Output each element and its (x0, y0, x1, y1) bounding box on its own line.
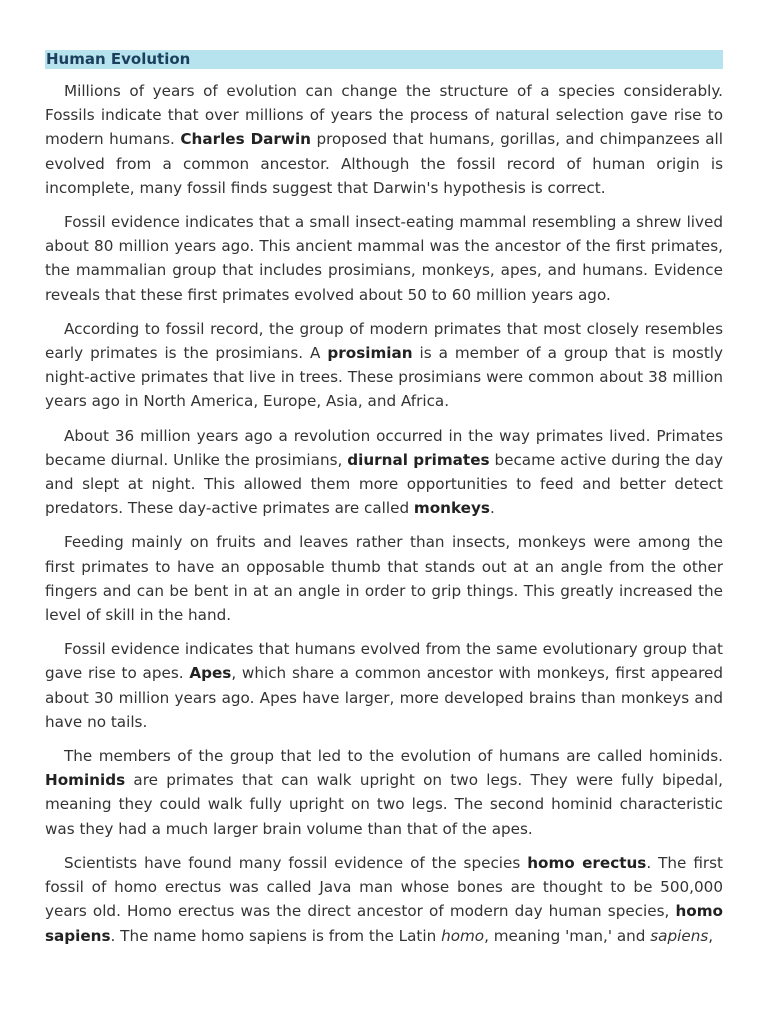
text-run: are primates that can walk upright on two legs. They were fully bipedal, meaning they could walk fully upright on two legs. The second hominid characteristic was they had a much larger brain volume than that of the apes. (45, 771, 723, 838)
text-run: . (489, 499, 495, 518)
text-run: Fossil evidence indicates that a small insect-eating mammal resembling a shrew lived about 80 million years ago. This ancient mammal was the ancestor of the first primates, the mammalian group that includes prosimians, monkeys, apes, and humans. Evidence reveals that these first primates evolved about 50 to 60 million years ago. (45, 213, 723, 304)
text-run: The members of the group that led to the evolution of humans are called hominids. (64, 747, 723, 766)
section-heading: Human Evolution (45, 50, 723, 69)
text-run: is a member of a group that is mostly night-active primates that live in trees. These prosimians were common about 38 million years ago in North America, Europe, Asia, and Africa. (45, 344, 723, 411)
text-run: , which share a common ancestor with monkeys, first appeared about 30 million years ago. Apes have larger, more developed brains than monkeys and have no tails. (45, 664, 723, 731)
text-run: proposed that humans, gorillas, and chimpanzees all evolved from a common ancestor. Although the fossil record of human origin is incomplete, many fossil finds suggest that Darwin's hypothesis is correct. (45, 130, 723, 197)
text-run: , meaning 'man,' and (484, 926, 651, 945)
paragraph (45, 530, 723, 627)
paragraph (45, 851, 723, 948)
italic-term: homo (441, 926, 485, 945)
bold-term: Apes (189, 664, 232, 683)
text-run: Feeding mainly on fruits and leaves rather than insects, monkeys were among the first primates to have an opposable thumb that stands out at an angle from the other fingers and can be bent in at an angle in order to grip things. This greatly increased the level of skill in the hand. (45, 533, 723, 625)
paragraph (45, 317, 723, 414)
bold-term: monkeys (413, 499, 490, 518)
bold-term: Hominids (45, 771, 126, 790)
paragraph (45, 637, 723, 734)
bold-term: Charles Darwin (180, 130, 311, 149)
text-run: Scientists have found many fossil evidence of the species (64, 853, 528, 872)
paragraph (45, 424, 723, 521)
paragraph (45, 744, 723, 841)
text-run: became active during the day and slept at night. This allowed them more opportunities to feed and better detect predators. These day-active primates are called (45, 450, 723, 518)
text-run: According to fossil record, the group of modern primates that most closely resembles early primates is the prosimians. A (45, 319, 723, 363)
paragraph (45, 210, 723, 307)
paragraph (45, 79, 723, 200)
bold-term: homo sapiens (45, 902, 723, 945)
text-run: Fossil evidence indicates that humans evolved from the same evolutionary group that gave rise to apes. (45, 640, 723, 683)
text-run: , (708, 926, 714, 945)
bold-term: homo erectus (527, 853, 647, 872)
bold-term: diurnal primates (347, 450, 490, 469)
italic-term: sapiens (650, 926, 709, 945)
bold-term: prosimian (327, 344, 413, 363)
document-page (45, 50, 723, 958)
text-run: . The name homo sapiens is from the Latin (110, 926, 442, 945)
text-run: About 36 million years ago a revolution occurred in the way primates lived. Primates became diurnal. Unlike the prosimians, (45, 426, 723, 469)
text-run: . The first fossil of homo erectus was called Java man whose bones are thought to be 500,000 years old. Homo erectus was the direct ancestor of modern day human species, (45, 853, 723, 921)
text-run: Millions of years of evolution can change the structure of a species considerably. Fossils indicate that over millions of years the process of natural selection gave rise to modern humans. (45, 82, 723, 149)
